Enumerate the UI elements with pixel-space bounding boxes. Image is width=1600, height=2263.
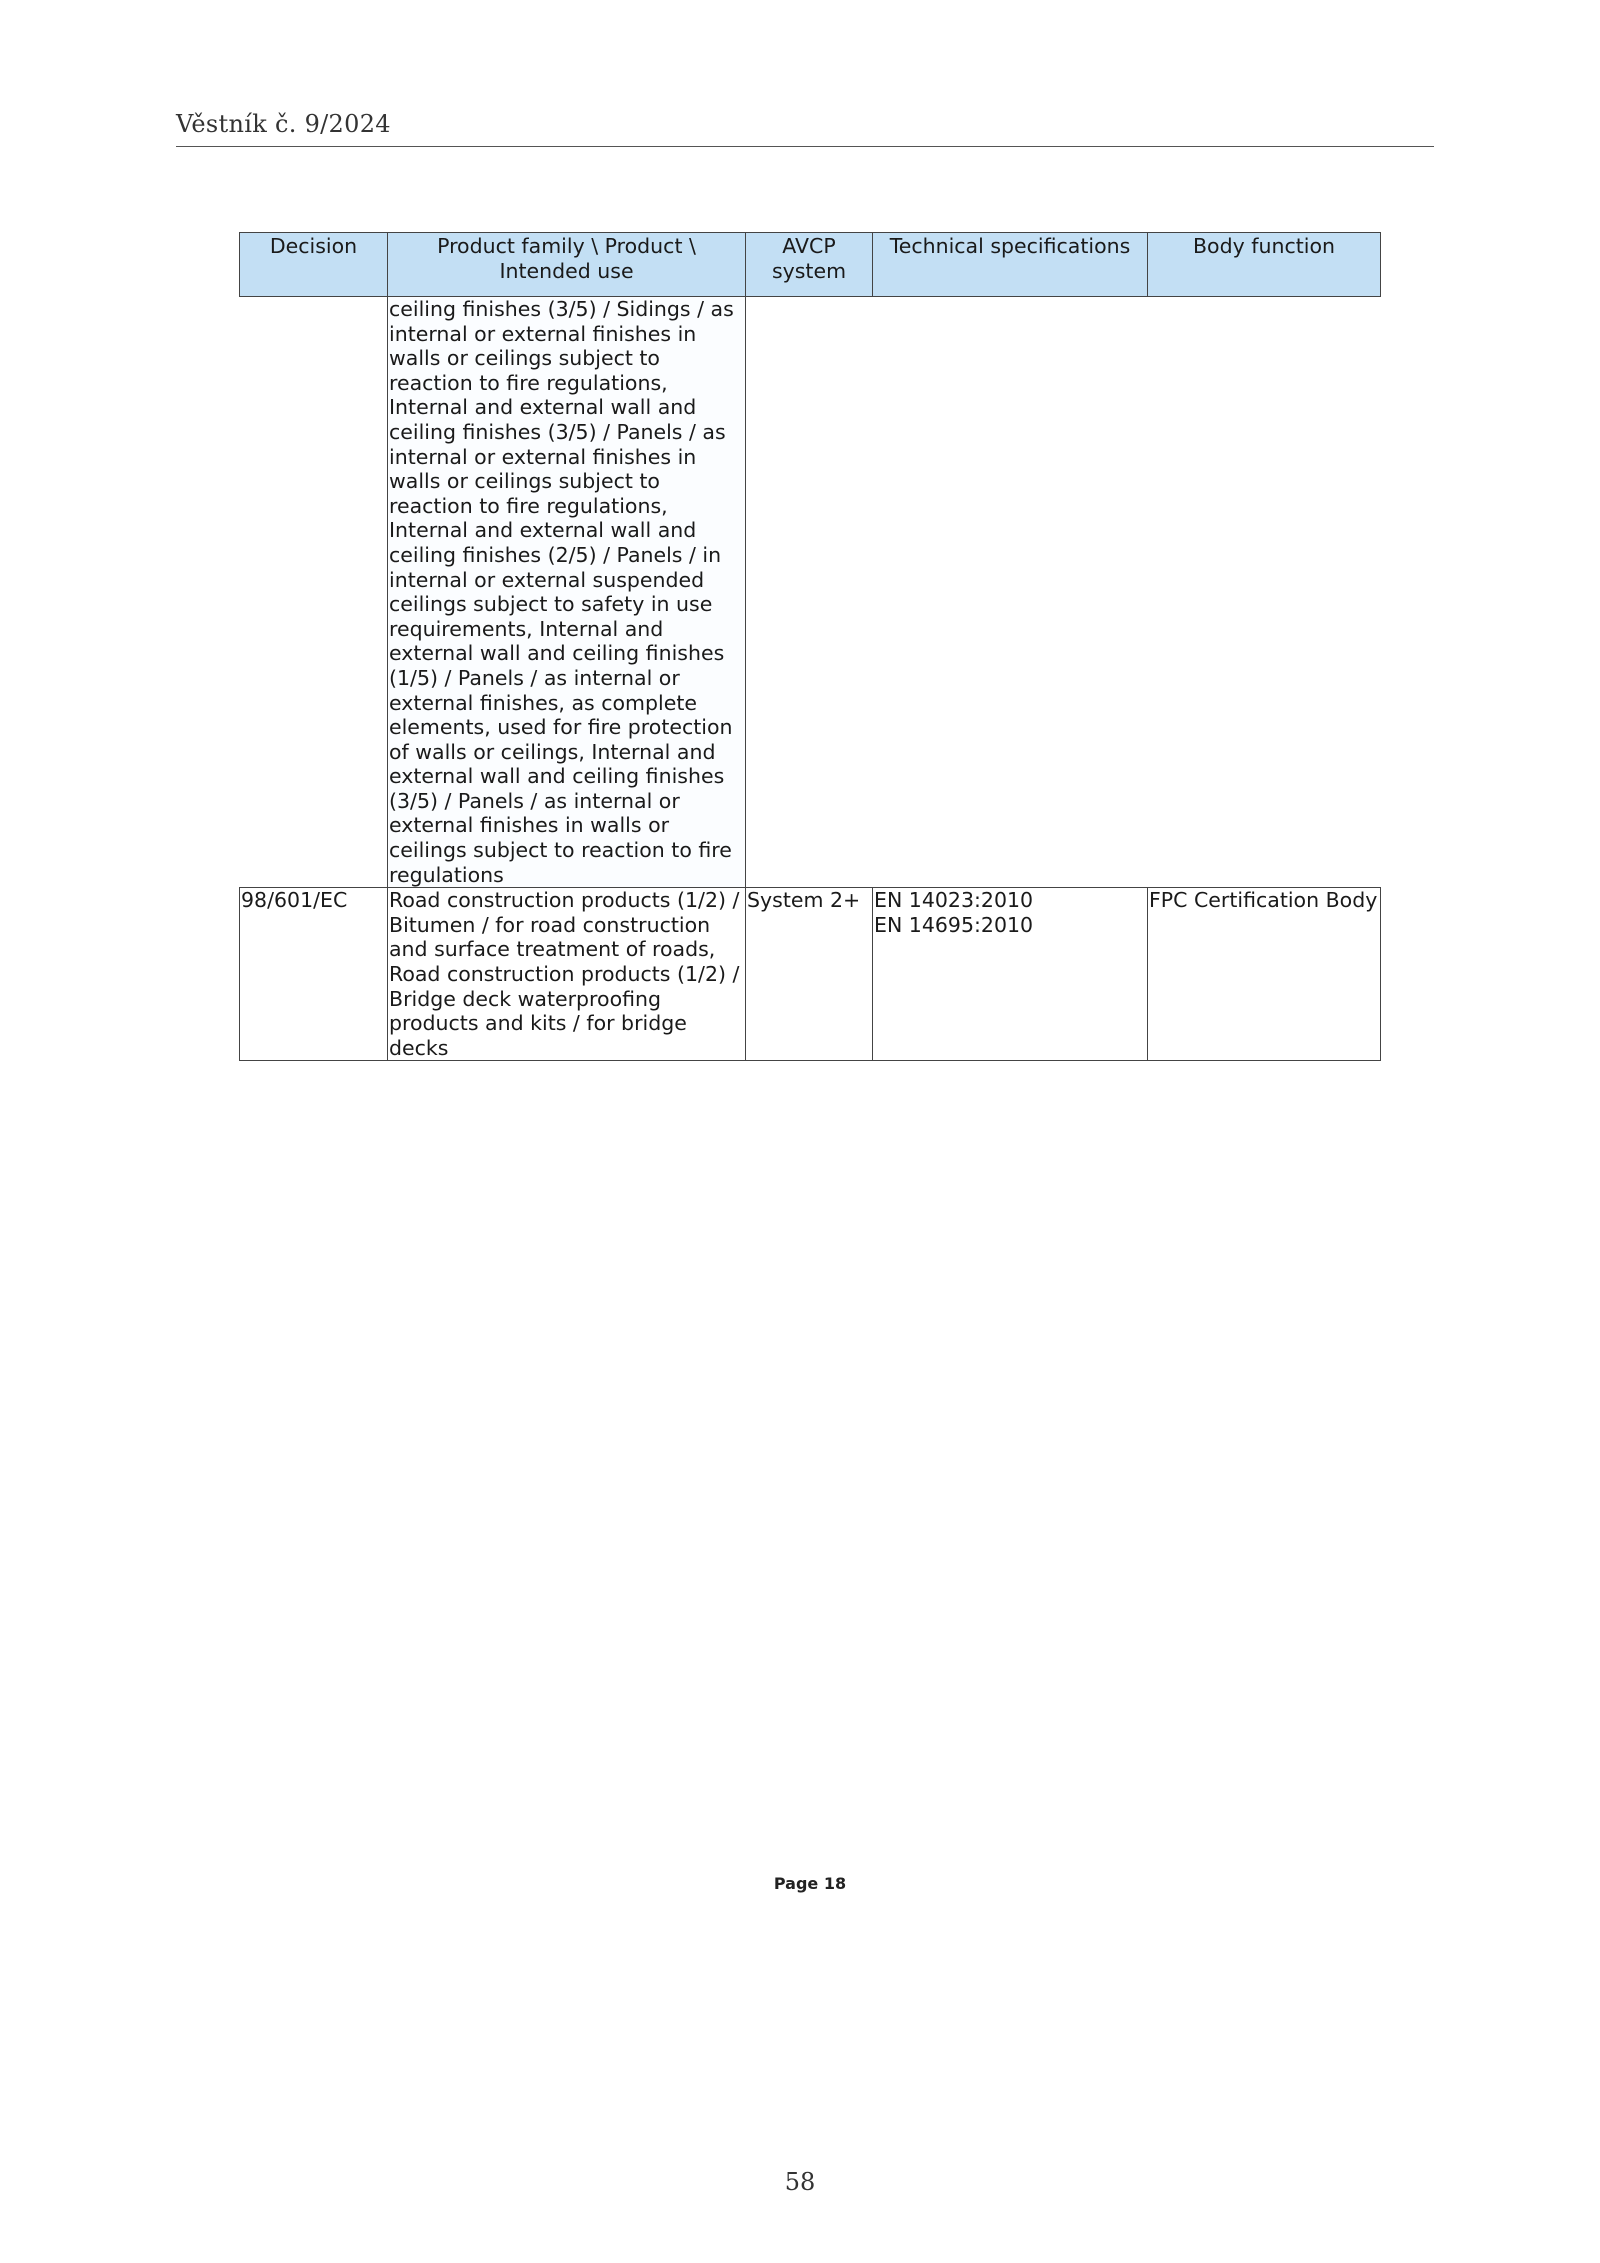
cell-tech-specs xyxy=(873,297,1148,888)
cell-body-function xyxy=(1148,297,1381,888)
cell-avcp xyxy=(746,297,873,888)
cpr-table xyxy=(239,232,1381,1061)
table-row xyxy=(240,297,1381,888)
journal-title: Věstník č. 9/2024 xyxy=(176,110,391,138)
cell-body-function: FPC Certification Body xyxy=(1148,888,1381,1061)
table-row xyxy=(240,888,1381,1061)
column-header-product: Product family \ Product \ Intended use xyxy=(388,233,746,297)
page-number: 58 xyxy=(784,2168,816,2196)
column-header-decision: Decision xyxy=(240,233,388,297)
column-header-body-function: Body function xyxy=(1148,233,1381,297)
cell-decision: 98/601/EC xyxy=(240,888,388,1061)
running-header xyxy=(176,110,1434,147)
cell-product: Road construction products (1/2) / Bitumen / for road construction and surface treatment of roads, Road construction products (1/2) / Bridge deck waterproofing products and kits / for bridge decks xyxy=(388,888,746,1061)
inner-page-label: Page 18 xyxy=(773,1874,847,1893)
cell-avcp: System 2+ xyxy=(746,888,873,1061)
table-header-row xyxy=(240,233,1381,297)
cell-tech-specs: EN 14023:2010 EN 14695:2010 xyxy=(873,888,1148,1061)
column-header-avcp: AVCP system xyxy=(746,233,873,297)
cell-decision xyxy=(240,297,388,888)
cell-product: ceiling finishes (3/5) / Sidings / as internal or external finishes in walls or ceilings subject to reaction to fire regulations, Internal and external wall and ceiling finishes (3/5) / Panels / as internal or external finishes in walls or ceilings subject to reaction to fire regulations, Internal and external wall and ceiling finishes (2/5) / Panels / in internal or external suspended ceilings subject to safety in use requirements, Internal and external wall and ceiling finishes (1/5) / Panels / as internal or external finishes, as complete elements, used for fire protection of walls or ceilings, Internal and external wall and ceiling finishes (3/5) / Panels / as internal or external finishes in walls or ceilings subject to reaction to fire regulations xyxy=(388,297,746,888)
column-header-tech-specs: Technical specifications xyxy=(873,233,1148,297)
